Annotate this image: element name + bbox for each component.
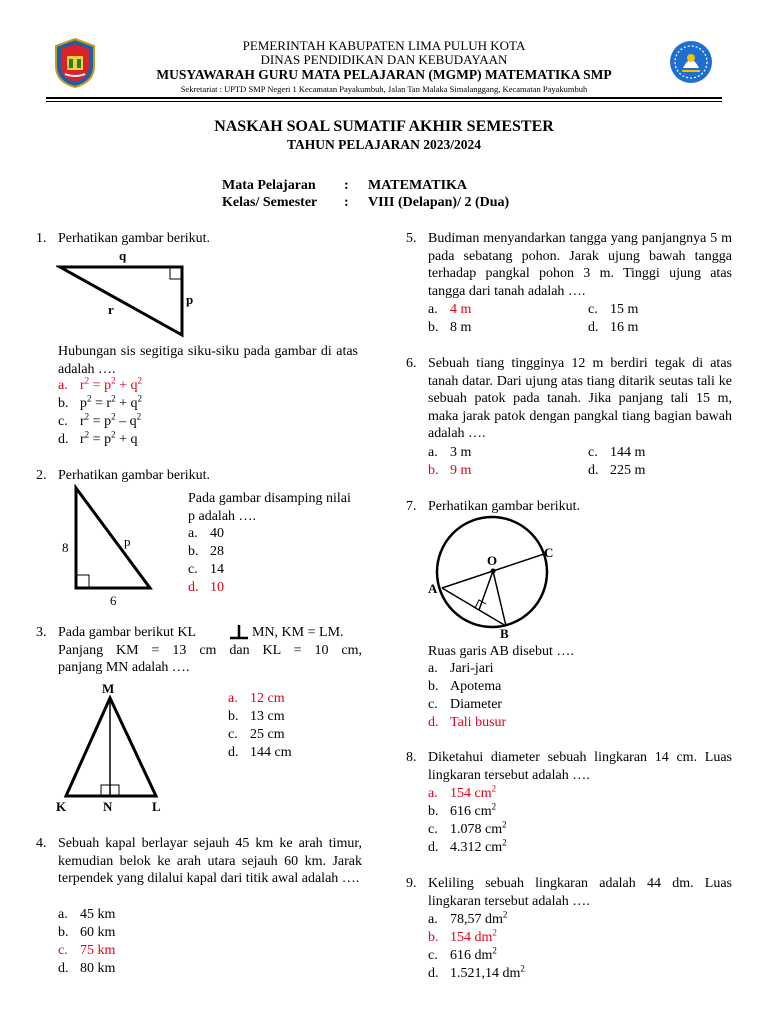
- q3-isosceles-figure: [54, 678, 174, 816]
- q8-option-c[interactable]: c. 1.078 $cm^2$: [428, 819, 507, 837]
- header-mgmp: MUSYAWARAH GURU MATA PELAJARAN (MGMP) MATEMATIKA SMP: [156, 67, 612, 82]
- q2-label-p: p: [124, 534, 131, 549]
- q1-option-c[interactable]: c. $r^2 = p^2 - q^2$: [58, 411, 142, 429]
- q5-option-d[interactable]: d. 16 m: [588, 320, 639, 335]
- q4-option-b[interactable]: b. 60 km: [58, 925, 116, 940]
- q3-text-part2: MN, KM = LM.: [252, 625, 344, 640]
- header-divider-thin: [46, 101, 722, 102]
- q1-label-r: r: [108, 302, 114, 317]
- subject-label: Mata Pelajaran: [222, 178, 316, 193]
- q6-option-d[interactable]: d. 225 m: [588, 463, 646, 478]
- question-text: Diketahui diameter sebuah lingkaran 14 cm. Luas lingkaran tersebut adalah ….: [428, 750, 732, 783]
- q2-option-d[interactable]: d. 10: [188, 580, 224, 595]
- question-number: 2.: [36, 468, 47, 483]
- question-number: 6.: [406, 356, 417, 371]
- header-secretariat: Sekretariat : UPTD SMP Negeri 1 Kecamatan Payakumbuh, Jalan Tan Malaka Simalanggang, Kecamatan Payakumbuh: [180, 84, 588, 94]
- class-sep: :: [344, 195, 349, 210]
- q7-option-d[interactable]: d. Tali busur: [428, 715, 507, 730]
- q8-option-a[interactable]: a. 154 $cm^2$: [428, 783, 497, 801]
- perpendicular-symbol: [228, 624, 250, 640]
- q3-text-line2: Panjang KM = 13 cm dan KL = 10 cm,: [58, 642, 362, 658]
- header-divider-thick: [46, 97, 722, 99]
- exam-title: NASKAH SOAL SUMATIF AKHIR SEMESTER: [214, 118, 554, 135]
- q1-triangle-figure: [56, 246, 206, 341]
- q7-label-B: B: [500, 626, 509, 640]
- q3-text-part1: Pada gambar berikut KL: [58, 625, 197, 640]
- q9-option-b[interactable]: b. 154 $dm^2$: [428, 927, 497, 945]
- q3-text-line3: panjang MN adalah ….: [58, 660, 190, 675]
- q3-option-c[interactable]: c. 25 cm: [228, 727, 285, 742]
- q3-label-K: K: [56, 799, 67, 814]
- header-department: DINAS PENDIDIKAN DAN KEBUDAYAAN: [260, 52, 508, 67]
- question-number: 9.: [406, 876, 417, 891]
- q7-label-O: O: [487, 553, 498, 568]
- subject-value: MATEMATIKA: [368, 178, 468, 193]
- q6-option-b[interactable]: b. 9 m: [428, 463, 472, 478]
- q7-option-a[interactable]: a. Jari-jari: [428, 661, 494, 676]
- q9-option-a[interactable]: a. 78,57 $dm^2$: [428, 909, 508, 927]
- header-government: PEMERINTAH KABUPATEN LIMA PULUH KOTA: [242, 38, 526, 53]
- q2-triangle-figure: [58, 484, 168, 610]
- q2-label-6: 6: [110, 593, 117, 608]
- q4-option-a[interactable]: a. 45 km: [58, 907, 116, 922]
- q7-label-A: A: [428, 581, 438, 596]
- q1-option-d[interactable]: d. $r^2 = p^2 + q$: [58, 429, 138, 447]
- question-text: Sebuah tiang tingginya 12 m berdiri tegak di atas tanah datar. Dari ujung atas tiang ditarik seutas tali ke sebuah patok pada tanah. Jika panjang tali 15 m, maka jarak patok dengan pangkal tiang bagian bawah adalah ….: [428, 356, 732, 441]
- q3-label-M: M: [102, 681, 115, 696]
- q3-option-a[interactable]: a. 12 cm: [228, 691, 285, 706]
- question-number: 4.: [36, 836, 47, 851]
- q8-option-b[interactable]: b. 616 $cm^2$: [428, 801, 497, 819]
- q8-option-d[interactable]: d. 4.312 $cm^2$: [428, 837, 507, 855]
- tutwuri-logo: [668, 38, 714, 86]
- q5-option-c[interactable]: c. 15 m: [588, 302, 639, 317]
- q1-label-p: p: [186, 292, 194, 307]
- q2-option-a[interactable]: a. 40: [188, 526, 224, 541]
- q1-option-b[interactable]: b. $p^2 = r^2 + q^2$: [58, 393, 142, 411]
- class-value: VIII (Delapan)/ 2 (Dua): [368, 195, 510, 210]
- q3-label-N: N: [103, 799, 113, 814]
- question-text: Perhatikan gambar berikut.: [58, 231, 211, 246]
- q7-circle-figure: [424, 514, 564, 640]
- q4-option-d[interactable]: d. 80 km: [58, 961, 116, 976]
- q2-label-8: 8: [62, 540, 69, 555]
- class-label: Kelas/ Semester: [222, 195, 318, 210]
- q6-option-a[interactable]: a. 3 m: [428, 445, 472, 460]
- q9-option-c[interactable]: c. 616 $dm^2$: [428, 945, 497, 963]
- academic-year: TAHUN PELAJARAN 2023/2024: [286, 137, 481, 152]
- question-text: Budiman menyandarkan tangga yang panjangnya 5 m pada sebatang pohon. Jarak ujung bawah tangga terhadap pangkal pohon 3 m. Tinggi ujung atas tangga dari tanah adalah ….: [428, 231, 732, 299]
- q3-option-d[interactable]: d. 144 cm: [228, 745, 292, 760]
- q5-option-a[interactable]: a. 4 m: [428, 302, 472, 317]
- q1-stem: Hubungan sis segitiga siku-siku pada gambar di atas adalah ….: [58, 344, 358, 377]
- question-text: Sebuah kapal berlayar sejauh 45 km ke arah timur, kemudian belok ke arah utara sejauh 60 km. Jarak terpendek yang dilalui kapal dari titik awal adalah ….: [58, 836, 362, 886]
- question-text: Perhatikan gambar berikut.: [428, 499, 581, 514]
- q1-option-a[interactable]: a. $r^2 = p^2 + q^2$: [58, 375, 142, 393]
- q7-option-c[interactable]: c. Diameter: [428, 697, 503, 712]
- question-text: Perhatikan gambar berikut.: [58, 468, 211, 483]
- q2-option-c[interactable]: c. 14: [188, 562, 224, 577]
- q4-option-c[interactable]: c. 75 km: [58, 943, 116, 958]
- question-text: Keliling sebuah lingkaran adalah 44 dm. Luas lingkaran tersebut adalah ….: [428, 876, 732, 909]
- q7-option-b[interactable]: b. Apotema: [428, 679, 502, 694]
- q3-label-L: L: [152, 799, 161, 814]
- question-number: 1.: [36, 231, 47, 246]
- q7-label-C: C: [544, 545, 554, 560]
- q6-option-c[interactable]: c. 144 m: [588, 445, 646, 460]
- q1-label-q: q: [119, 248, 127, 263]
- regency-logo: [54, 38, 96, 88]
- q2-option-b[interactable]: b. 28: [188, 544, 224, 559]
- question-number: 8.: [406, 750, 417, 765]
- question-number: 3.: [36, 625, 47, 640]
- question-number: 7.: [406, 499, 417, 514]
- subject-sep: :: [344, 178, 349, 193]
- q9-option-d[interactable]: d. 1.521,14 $dm^2$: [428, 963, 525, 981]
- q5-option-b[interactable]: b. 8 m: [428, 320, 472, 335]
- question-number: 5.: [406, 231, 417, 246]
- q2-stem: Pada gambar disamping nilai p adalah ….: [188, 491, 351, 524]
- q7-stem: Ruas garis AB disebut ….: [428, 644, 574, 659]
- q3-option-b[interactable]: b. 13 cm: [228, 709, 285, 724]
